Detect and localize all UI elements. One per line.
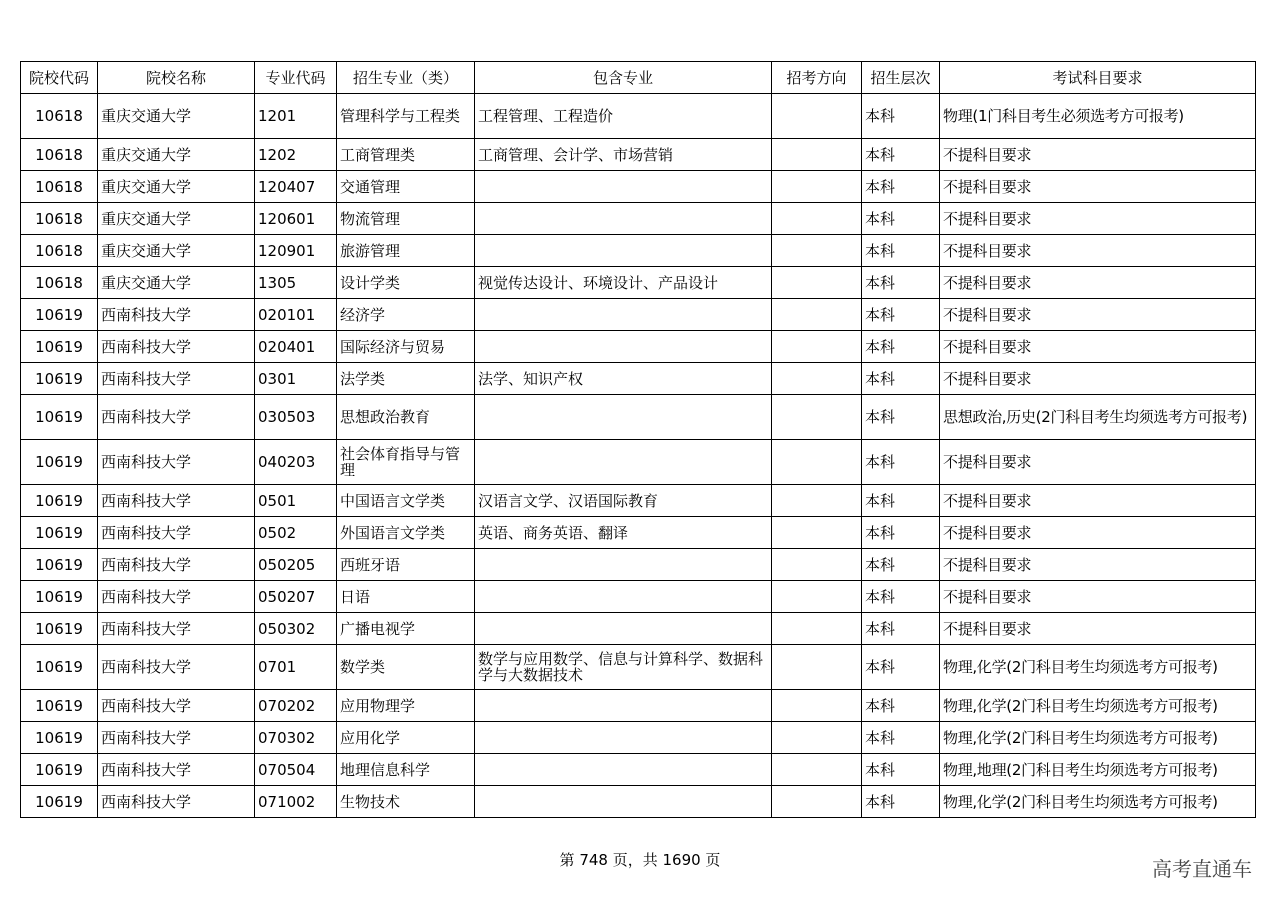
cell-requirement: 不提科目要求 [940,363,1256,395]
cell-school-code: 10619 [21,613,98,645]
cell-major: 地理信息科学 [337,754,475,786]
cell-included [475,613,772,645]
cell-direction [772,299,862,331]
cell-school-code: 10619 [21,517,98,549]
cell-major: 管理科学与工程类 [337,94,475,139]
cell-school-name: 西南科技大学 [98,754,255,786]
cell-school-name: 重庆交通大学 [98,235,255,267]
cell-major: 设计学类 [337,267,475,299]
cell-included [475,440,772,485]
cell-level: 本科 [862,440,940,485]
cell-school-name: 西南科技大学 [98,395,255,440]
cell-major: 工商管理类 [337,139,475,171]
cell-level: 本科 [862,171,940,203]
cell-school-code: 10619 [21,786,98,818]
cell-level: 本科 [862,203,940,235]
cell-requirement: 物理(1门科目考生必须选考方可报考) [940,94,1256,139]
cell-major: 日语 [337,581,475,613]
cell-major: 西班牙语 [337,549,475,581]
cell-included [475,395,772,440]
cell-level: 本科 [862,139,940,171]
cell-school-code: 10619 [21,395,98,440]
header-requirement: 考试科目要求 [940,62,1256,94]
cell-school-code: 10619 [21,645,98,690]
cell-school-name: 西南科技大学 [98,485,255,517]
table-row [21,613,1256,645]
cell-requirement: 不提科目要求 [940,331,1256,363]
cell-major-code: 0502 [255,517,337,549]
cell-requirement: 不提科目要求 [940,581,1256,613]
cell-included: 法学、知识产权 [475,363,772,395]
cell-direction [772,722,862,754]
cell-included [475,722,772,754]
cell-direction [772,363,862,395]
cell-included [475,203,772,235]
table-row [21,786,1256,818]
cell-major-code: 071002 [255,786,337,818]
cell-school-name: 重庆交通大学 [98,267,255,299]
cell-school-name: 西南科技大学 [98,517,255,549]
cell-school-name: 西南科技大学 [98,440,255,485]
header-major: 招生专业（类） [337,62,475,94]
cell-requirement: 物理,化学(2门科目考生均须选考方可报考) [940,690,1256,722]
table-row [21,331,1256,363]
cell-level: 本科 [862,363,940,395]
cell-level: 本科 [862,549,940,581]
cell-major-code: 050207 [255,581,337,613]
cell-included: 工商管理、会计学、市场营销 [475,139,772,171]
cell-major: 中国语言文学类 [337,485,475,517]
cell-school-code: 10619 [21,549,98,581]
cell-major-code: 120601 [255,203,337,235]
cell-major-code: 070202 [255,690,337,722]
header-school-name: 院校名称 [98,62,255,94]
cell-school-code: 10618 [21,171,98,203]
cell-level: 本科 [862,517,940,549]
cell-requirement: 思想政治,历史(2门科目考生均须选考方可报考) [940,395,1256,440]
cell-major: 物流管理 [337,203,475,235]
cell-school-name: 西南科技大学 [98,331,255,363]
header-major-code: 专业代码 [255,62,337,94]
cell-major-code: 070302 [255,722,337,754]
cell-included [475,235,772,267]
cell-level: 本科 [862,267,940,299]
table-row [21,645,1256,690]
cell-level: 本科 [862,645,940,690]
cell-direction [772,754,862,786]
cell-major-code: 050205 [255,549,337,581]
table-row [21,581,1256,613]
admission-table [20,61,1256,818]
cell-major: 广播电视学 [337,613,475,645]
cell-requirement: 不提科目要求 [940,139,1256,171]
cell-major: 社会体育指导与管理 [337,440,475,485]
header-level: 招生层次 [862,62,940,94]
table-row [21,363,1256,395]
cell-included [475,549,772,581]
cell-major-code: 120901 [255,235,337,267]
cell-level: 本科 [862,690,940,722]
cell-direction [772,645,862,690]
table-row [21,267,1256,299]
cell-school-code: 10619 [21,299,98,331]
cell-requirement: 不提科目要求 [940,203,1256,235]
table-row [21,690,1256,722]
cell-school-code: 10618 [21,267,98,299]
cell-major-code: 0301 [255,363,337,395]
cell-level: 本科 [862,94,940,139]
cell-school-name: 西南科技大学 [98,722,255,754]
cell-major: 旅游管理 [337,235,475,267]
table-row [21,171,1256,203]
cell-included [475,331,772,363]
cell-major: 外国语言文学类 [337,517,475,549]
cell-requirement: 不提科目要求 [940,235,1256,267]
cell-school-code: 10619 [21,581,98,613]
cell-major-code: 020101 [255,299,337,331]
table-row [21,517,1256,549]
cell-major-code: 020401 [255,331,337,363]
cell-major: 经济学 [337,299,475,331]
cell-major: 思想政治教育 [337,395,475,440]
header-direction: 招考方向 [772,62,862,94]
table-row [21,94,1256,139]
cell-major-code: 0701 [255,645,337,690]
cell-major-code: 1202 [255,139,337,171]
cell-direction [772,485,862,517]
cell-major: 生物技术 [337,786,475,818]
cell-included: 数学与应用数学、信息与计算科学、数据科学与大数据技术 [475,645,772,690]
cell-school-code: 10618 [21,94,98,139]
cell-included [475,581,772,613]
cell-school-code: 10618 [21,203,98,235]
cell-requirement: 物理,地理(2门科目考生均须选考方可报考) [940,754,1256,786]
cell-direction [772,440,862,485]
cell-direction [772,235,862,267]
cell-major-code: 040203 [255,440,337,485]
cell-major: 数学类 [337,645,475,690]
cell-direction [772,331,862,363]
cell-requirement: 不提科目要求 [940,171,1256,203]
cell-included [475,299,772,331]
cell-direction [772,690,862,722]
cell-major-code: 1201 [255,94,337,139]
cell-school-name: 重庆交通大学 [98,94,255,139]
cell-requirement: 物理,化学(2门科目考生均须选考方可报考) [940,786,1256,818]
table-row [21,485,1256,517]
cell-level: 本科 [862,786,940,818]
cell-included: 汉语言文学、汉语国际教育 [475,485,772,517]
cell-school-name: 西南科技大学 [98,690,255,722]
cell-major: 法学类 [337,363,475,395]
cell-requirement: 不提科目要求 [940,517,1256,549]
cell-direction [772,786,862,818]
cell-school-name: 西南科技大学 [98,549,255,581]
cell-requirement: 不提科目要求 [940,299,1256,331]
cell-school-name: 重庆交通大学 [98,139,255,171]
table-row [21,440,1256,485]
cell-included [475,690,772,722]
cell-level: 本科 [862,581,940,613]
cell-school-code: 10618 [21,139,98,171]
cell-school-code: 10619 [21,440,98,485]
cell-requirement: 不提科目要求 [940,440,1256,485]
cell-major-code: 120407 [255,171,337,203]
cell-school-code: 10618 [21,235,98,267]
cell-major-code: 0501 [255,485,337,517]
header-included: 包含专业 [475,62,772,94]
header-school-code: 院校代码 [21,62,98,94]
cell-included [475,171,772,203]
cell-level: 本科 [862,299,940,331]
cell-requirement: 不提科目要求 [940,549,1256,581]
cell-direction [772,613,862,645]
cell-level: 本科 [862,485,940,517]
cell-major-code: 050302 [255,613,337,645]
cell-included [475,786,772,818]
table-row [21,549,1256,581]
cell-level: 本科 [862,331,940,363]
cell-level: 本科 [862,754,940,786]
page-number: 第 748 页，共 1690 页 [559,851,721,869]
cell-level: 本科 [862,235,940,267]
cell-school-name: 西南科技大学 [98,581,255,613]
cell-major: 应用化学 [337,722,475,754]
table-row [21,754,1256,786]
cell-included: 工程管理、工程造价 [475,94,772,139]
table-row [21,722,1256,754]
table-row [21,395,1256,440]
cell-level: 本科 [862,722,940,754]
cell-requirement: 不提科目要求 [940,613,1256,645]
cell-school-code: 10619 [21,754,98,786]
cell-requirement: 不提科目要求 [940,485,1256,517]
cell-direction [772,203,862,235]
cell-major: 交通管理 [337,171,475,203]
cell-school-name: 西南科技大学 [98,645,255,690]
cell-school-code: 10619 [21,485,98,517]
table-row [21,235,1256,267]
cell-included: 英语、商务英语、翻译 [475,517,772,549]
cell-major-code: 030503 [255,395,337,440]
cell-school-code: 10619 [21,363,98,395]
table-row [21,203,1256,235]
cell-school-name: 西南科技大学 [98,363,255,395]
cell-direction [772,94,862,139]
cell-included: 视觉传达设计、环境设计、产品设计 [475,267,772,299]
cell-major-code: 1305 [255,267,337,299]
cell-direction [772,171,862,203]
brand-watermark: 高考直通车 [1152,857,1252,881]
cell-requirement: 不提科目要求 [940,267,1256,299]
cell-direction [772,267,862,299]
cell-school-name: 西南科技大学 [98,613,255,645]
header-row [21,62,1256,94]
cell-level: 本科 [862,613,940,645]
table-row [21,299,1256,331]
cell-requirement: 物理,化学(2门科目考生均须选考方可报考) [940,645,1256,690]
cell-direction [772,549,862,581]
cell-direction [772,517,862,549]
cell-school-code: 10619 [21,690,98,722]
cell-direction [772,139,862,171]
cell-school-name: 西南科技大学 [98,299,255,331]
cell-major-code: 070504 [255,754,337,786]
cell-direction [772,581,862,613]
cell-school-name: 重庆交通大学 [98,203,255,235]
cell-included [475,754,772,786]
cell-school-code: 10619 [21,331,98,363]
cell-school-name: 重庆交通大学 [98,171,255,203]
cell-school-code: 10619 [21,722,98,754]
table-row [21,139,1256,171]
cell-major: 应用物理学 [337,690,475,722]
cell-level: 本科 [862,395,940,440]
cell-requirement: 物理,化学(2门科目考生均须选考方可报考) [940,722,1256,754]
cell-major: 国际经济与贸易 [337,331,475,363]
cell-direction [772,395,862,440]
cell-school-name: 西南科技大学 [98,786,255,818]
